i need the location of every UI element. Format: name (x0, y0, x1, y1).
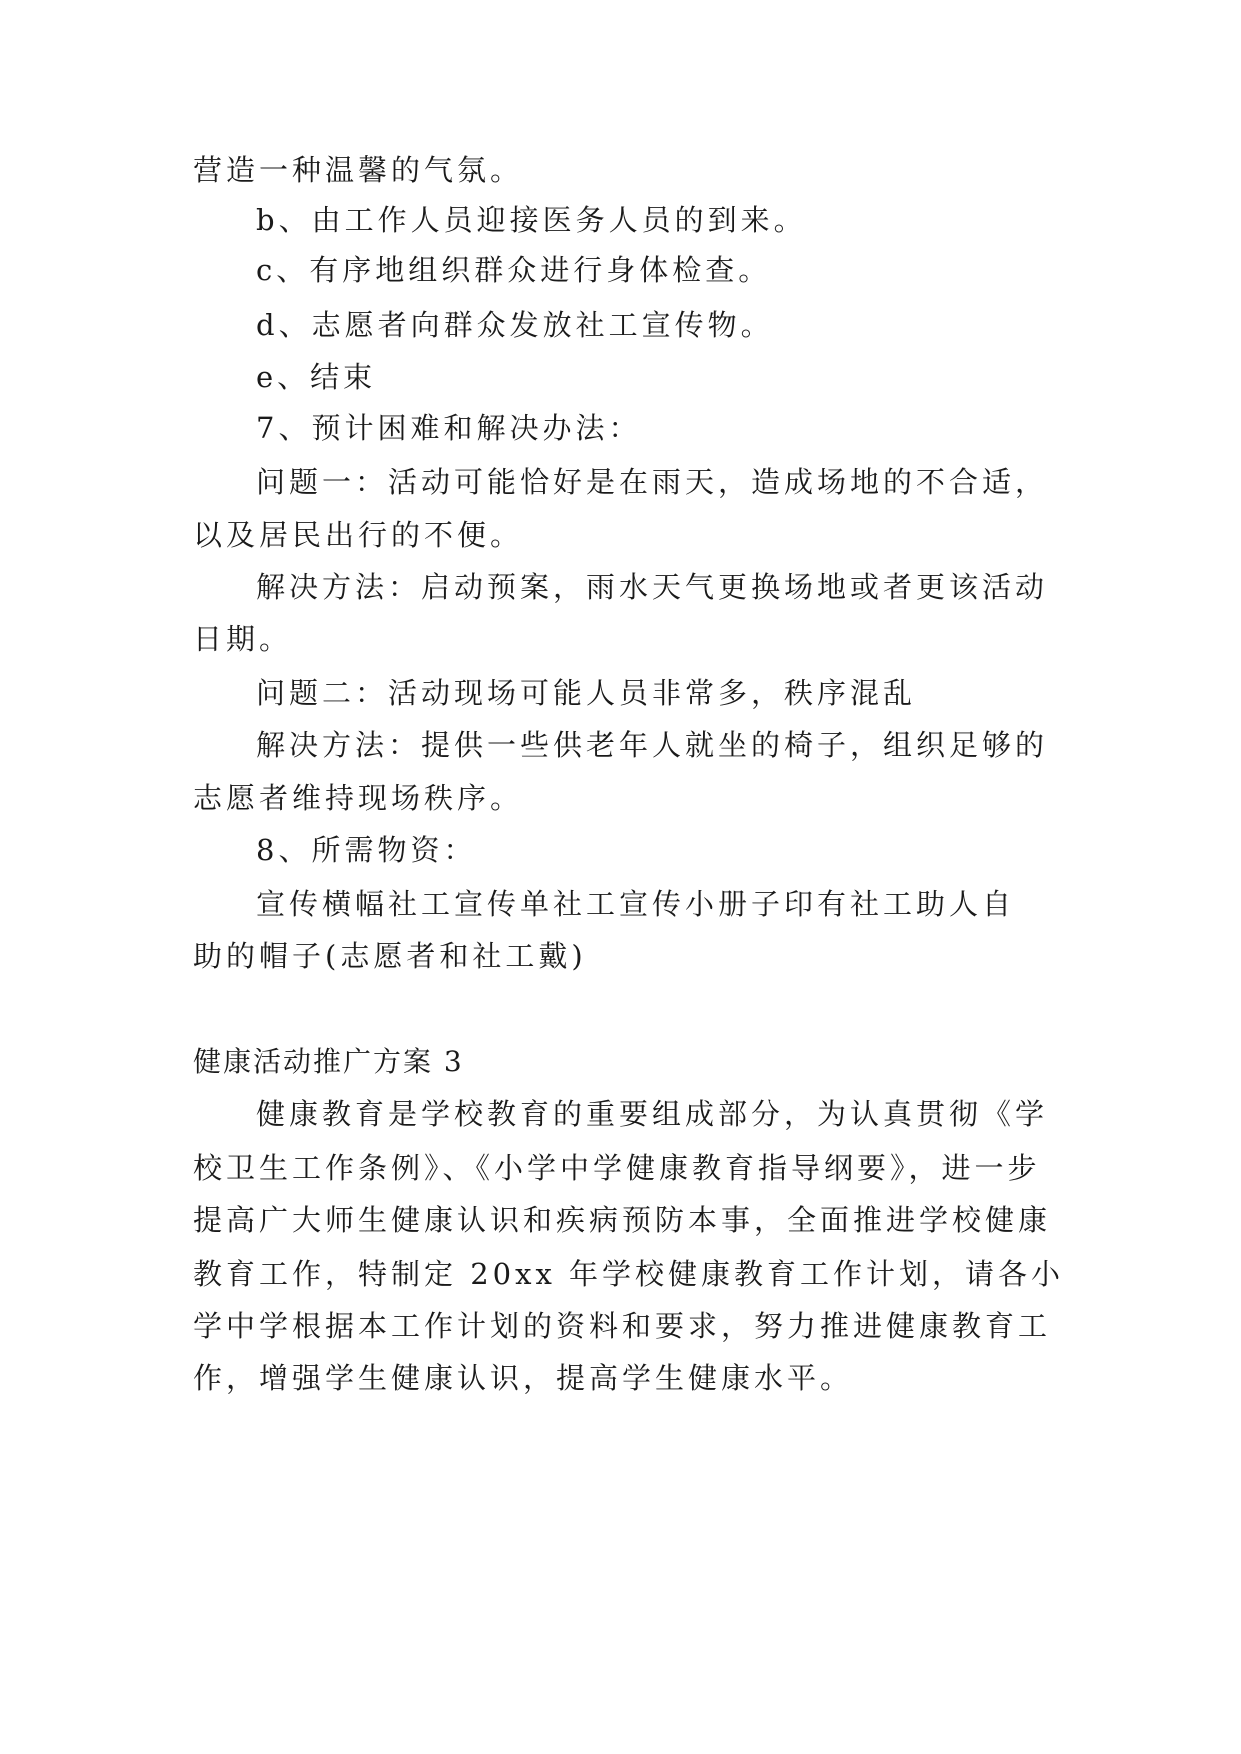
text-line: e、结束 (256, 360, 377, 394)
text-line: 7、预计困难和解决办法： (256, 411, 642, 445)
text-line: 解决方法：提供一些供老年人就坐的椅子，组织足够的 (256, 728, 1049, 762)
section-title: 健康活动推广方案 3 (193, 1045, 464, 1078)
text-line: 日期。 (193, 622, 293, 656)
text-line: 问题二：活动现场可能人员非常多，秩序混乱 (256, 676, 917, 710)
text-line: 宣传横幅社工宣传单社工宣传小册子印有社工助人自 (256, 887, 1016, 921)
text-line: 以及居民出行的不便。 (193, 518, 524, 552)
text-line: 解决方法：启动预案，雨水天气更换场地或者更该活动 (256, 570, 1049, 604)
text-line: 校卫生工作条例》、《小学中学健康教育指导纲要》，进一步 (193, 1151, 1041, 1185)
text-line: d、志愿者向群众发放社工宣传物。 (256, 308, 774, 342)
text-line: 8、所需物资： (256, 833, 477, 867)
text-line: 学中学根据本工作计划的资料和要求，努力推进健康教育工 (193, 1309, 1052, 1343)
text-line: 营造一种温馨的气氛。 (193, 153, 524, 187)
text-line: 助的帽子(志愿者和社工戴) (193, 939, 587, 973)
text-line: 问题一：活动可能恰好是在雨天，造成场地的不合适， (256, 465, 1049, 499)
text-line: 作，增强学生健康认识，提高学生健康水平。 (193, 1361, 854, 1395)
text-line: 健康教育是学校教育的重要组成部分，为认真贯彻《学 (256, 1097, 1049, 1131)
text-line: c、有序地组织群众进行身体检查。 (256, 253, 772, 287)
text-line: b、由工作人员迎接医务人员的到来。 (256, 203, 807, 237)
text-line: 提高广大师生健康认识和疾病预防本事，全面推进学校健康 (193, 1203, 1052, 1237)
text-line: 教育工作，特制定 20xx 年学校健康教育工作计划，请各小 (193, 1257, 1065, 1291)
text-line: 志愿者维持现场秩序。 (193, 781, 524, 815)
